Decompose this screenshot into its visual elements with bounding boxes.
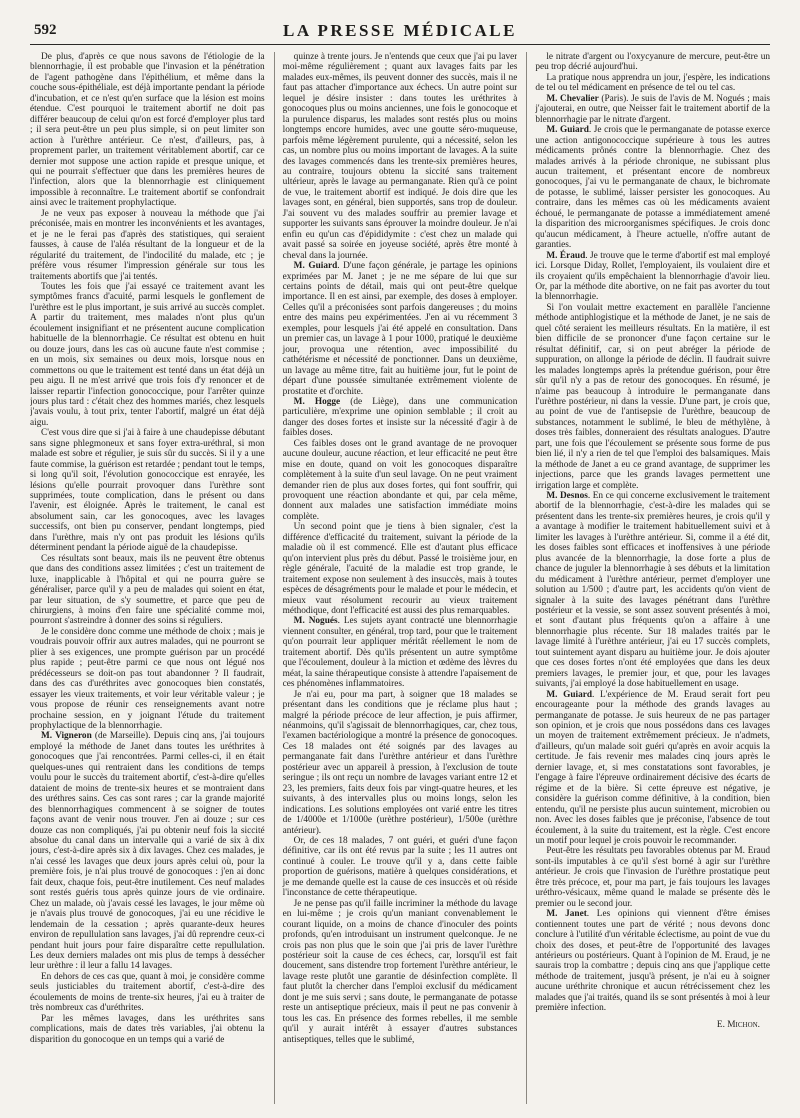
- page-header: [30, 20, 770, 45]
- paragraph-text: De plus, d'après ce que nous savons de l'étiologie de la blennorrhagie, il est probable que l'invasion et la pénétration de l'agent pathogène dans l'épithélium, et même dans la couche sous-épithéliale, est déjà importante pendant la période d'incubation, et ce n'est qu'en surface que la lésion est moins étendue. C'est pourquoi le traitement abortif ne doit pas différer beaucoup de celui qu'on est forcé d'employer plus tard ; il sera peut-être un peu plus simple, si on peut limiter son action à l'urèthre antérieur. Ce n'est, d'ailleurs, pas, à proprement parler, un traitement véritablement abortif, car ce dernier mot suppose une action rapide et presque unique, et qui ne pourrait s'effectuer que dans les premières heures de l'infection, alors que la blennorrhagie est cliniquement impossible à reconnaître. Le traitement abortif se confondrait ainsi avec le traitement prophylactique.: [30, 52, 265, 209]
- text-columns: [30, 52, 770, 1104]
- paragraph-text: Si l'on voulait mettre exactement en parallèle l'ancienne méthode antiphlogistique et la méthode de Janet, je ne sais de quel côté seraient les meilleurs résultats. En la matière, il est bien difficile de se prononcer d'une façon certaine sur le résultat définitif, car, si on peut abréger la période de suppuration, on allonge la période de déclin. Il faudrait suivre les malades longtemps après la prétendue guérison, pour être sûr qu'il n'y a pas de retour des gonocoques. En résumé, je n'aime pas beaucoup à introduire le permanganate dans l'urèthre postérieur, ni dans la vessie. D'une part, je crois que, au point de vue de l'antisepsie de l'urèthre, beaucoup de substances, notamment le sublimé, le bleu de méthylène, à doses très faibles, donneraient des résultats analogues. D'autre part, une fois que l'écoulement se présente sous forme de pus bien lié, il n'y a rien de tel que l'emploi des balsamiques. Mais la méthode de Janet a eu ce grand avantage, de supprimer les injections, parce que les grands lavages permettent une irrigation large et complète.: [535, 302, 771, 491]
- paragraph-text: . Les opinions qui viennent d'être émises contiennent toutes une part de vérité ; nous devons donc conclure à l'utilité d'un véritable éclectisme, au point de vue du choix des doses, et peut-être de l'opportunité des lavages antérieurs ou postérieurs. Quant à l'opinion de M. Eraud, je ne saurais trop la combattre ; depuis cinq ans que j'applique cette méthode de traitement, jusqu'à présent, je n'ai eu à soigner aucune uréthrite chronique et aucun rétrécissement chez les malades que j'ai traités, quand ils se sont présentés à moi à leur première infection.: [535, 909, 771, 1014]
- paragraph: [30, 1014, 265, 1045]
- paragraph-text: . Je trouve que le terme d'abortif est mal employé ici. Lorsque Diday, Rollet, l'employaient, ils voulaient dire et ils croyaient qu'ils empêchaient la blennorrhagie d'avoir lieu. Or, par la méthode dite abortive, on ne fait pas avorter du tout la blennorrhagie.: [535, 250, 771, 303]
- paragraph: [535, 491, 770, 690]
- speaker-name: M. Desnos: [546, 491, 588, 502]
- speaker-name: M. Janet: [546, 909, 587, 920]
- speaker-name: M. Chevalier: [546, 93, 599, 104]
- paragraph: [30, 972, 265, 1014]
- speaker-name: M. Guiard: [546, 689, 593, 700]
- paragraph-text: (de Liège), dans une communication particulière, m'exprime une opinion semblable ; il croit au danger des doses fortes et insiste sur la nécessité d'agir à de faibles doses.: [282, 396, 518, 439]
- paragraph-text: Je le considère donc comme une méthode de choix ; mais je voudrais pouvoir offrir aux autres malades, qui ne pourront se plier à ses exigences, une prompte guérison par un procédé plus rapide ; peut-être parmi ce que nous ont légué nos prédécesseurs se doit-on pas tout abandonner ? Il faudrait, dans des cas d'uréthrites avec gonocoques bien constatés, essayer les vieux traitements, et voir leur véritable valeur ; je vous propose de réunir ces renseignements avant notre prochaine session, en y joignant l'étude du traitement prophylactique de la blennorrhagie.: [30, 626, 265, 731]
- paragraph: [283, 52, 518, 261]
- paragraph-text: Par les mêmes lavages, dans les uréthrites sans complications, mais de dates très variables, j'ai obtenu la disparition du gonocoque en un temps qui a varié de: [30, 1013, 265, 1045]
- paragraph: [30, 209, 265, 282]
- paragraph: [535, 251, 770, 303]
- paragraph-text: quinze à trente jours. Je n'entends que ceux que j'ai pu laver moi-même régulièrement ; quant aux lavages faits par les malades eux-mêmes, ils peuvent donner des succès, mais il ne faut pas attacher d'importance aux échecs. Un autre point sur lequel je désire insister : dans toutes les uréthrites à gonocoques plus ou moins anciennes, une fois le gonocoque et la purulence disparus, les malades sont restés plus ou moins longtemps encore humides, avec une goutte séro-muqueuse, parfois même légèrement purulente, qui a nécessité, selon les cas, un nombre plus ou moins important de lavages. A la suite des lavages commencés dans les trente-six premières heures, au contraire, toujours obtenu la siccité sans traitement ultérieur, après le lavage au permanganate. Rien qu'à ce point de vue, le traitement abortif est indiqué. Je dois dire que les lavages sont, en général, bien supportés, sans trop de douleur. J'ai souvent vu des malades souffrir au premier lavage et supporter les suivants sans éprouver la moindre douleur. Je n'ai enfin eu qu'un cas d'épididymite : c'est chez un malade qui avait passé sa soirée en joyeuse société, après être monté à cheval dans la journée.: [282, 52, 518, 261]
- paragraph: [30, 52, 265, 209]
- paragraph: [30, 428, 265, 553]
- paragraph-text: Ces faibles doses ont le grand avantage de ne provoquer aucune douleur, aucune réaction, et leur efficacité ne peut être mise en doute, quand on voit les gonocoques disparaître complètement à la suite d'un seul lavage. On ne peut vraiment demander rien de plus aux doses fortes, qui font souffrir, qui provoquent une réaction abondante et qui, par cela même, donnent aux malades une satisfaction immédiate moins complète.: [282, 438, 518, 522]
- paragraph: [283, 261, 518, 397]
- paragraph: [535, 125, 770, 250]
- paragraph: [283, 690, 518, 836]
- paragraph-text: C'est vous dire que si j'ai à faire à une chaudepisse débutant sans signe phlegmoneux et sans foyer extra-uréthral, si mon malade est sobre et régulier, je suis sûr du succès. Si il y a une faute commise, la guérison est retardée ; pendant tout le temps, si long qu'il soit, l'évolution gonococcique est enrayée, les lésions qu'elle pourrait provoquer dans l'urèthre sont supprimées, toute complication, dans le présent ou dans l'avenir, est éloignée. Après le traitement, le canal est absolument sain, car les gonocoques, avec les lavages successifs, ont bien pu conserver, pendant longtemps, pied dans l'urèthre, mais n'y ont pas produit les lésions qu'ils déterminent pendant la période aiguë de la chaudepisse.: [30, 428, 265, 554]
- paragraph-text: Je n'ai eu, pour ma part, à soigner que 18 malades se présentant dans les conditions que je réclame plus haut ; malgré la période précoce de leur affection, je puis affirmer, néanmoins, qu'il s'agissait de blennorrhagiques, car, chez tous, l'examen bactériologique a montré la présence de gonocoques. Ces 18 malades ont été soignés par des lavages au permanganate fait dans l'urèthre antérieur et dans l'urèthre postérieur avec un appareil à pression, à l'exclusion de toute seringue ; ils ont reçu un nombre de lavages variant entre 12 et 23, les premiers, faits deux fois par vingt-quatre heures, et les suivants, à des intervalles plus ou moins longs, selon les indications. Les solutions employées ont varié entre les titres de 1/4000e et 1/1000e (urèthre postérieur), 1/500e (urèthre antérieur).: [282, 689, 518, 836]
- paragraph-text: Je ne veux pas exposer à nouveau la méthode que j'ai préconisée, mais en montrer les inconvénients et les avantages, et je ne le ferai pas d'après des statistiques, qui seraient fausses, à cause de l'aléa résultant de la longueur et de la régularité du traitement, de l'indocilité du malade, etc ; je préfère vous résumer l'impression générale sur tous les traitements abortifs que j'ai tentés.: [30, 208, 265, 282]
- journal-title: LA PRESSE MÉDICALE: [283, 21, 517, 40]
- paragraph-text: . Les sujets ayant contracté une blennorrhagie viennent consulter, en général, trop tard, pour que le traitement qu'on pourrait leur appliquer méritât réellement le nom de traitement abortif. Dès qu'ils présentent un autre symptôme que l'écoulement, douleur à la miction et œdème des lèvres du méat, la saine thérapeutique consiste à attendre l'apaisement de ces phénomènes inflammatoires.: [282, 616, 518, 690]
- paragraph: [283, 397, 518, 439]
- paragraph: [283, 836, 518, 899]
- paragraph-text: . D'une façon générale, je partage les opinions exprimées par M. Janet ; je ne me sépare de lui que sur certains points de détail, mais qui ont peut-être quelque importance. Il en est ainsi, par exemple, des doses à employer. Celles qu'il a préconisées sont parfois dangereuses ; du moins entre des mains peu expérimentées. J'en ai vu récemment 3 exemples, pour lesquels j'ai été appelé en consultation. Dans un premier cas, un lavage à 1 pour 1000, pratiqué le deuxième jour, provoqua une rétention, avec impossibilité du cathétérisme et nécessité de ponctionner. Dans un deuxième, un lavage au même titre, fait au huitième jour, fut le point de départ d'une poussée simultanée extrêmement violente de prostatite et d'orchite.: [282, 261, 518, 397]
- paragraph: [283, 522, 518, 616]
- paragraph: [30, 731, 265, 971]
- paragraph: [535, 73, 770, 94]
- column-left: [30, 52, 265, 1104]
- column-middle: [274, 52, 518, 1104]
- author-signature: E. Michon.: [716, 1019, 761, 1030]
- paragraph: [535, 52, 770, 73]
- page-number: 592: [34, 22, 57, 38]
- speaker-name: M. Guiard: [546, 125, 589, 136]
- paragraph-text: Or, de ces 18 malades, 7 ont guéri, et guéri d'une façon définitive, car ils ont été revus par la suite ; les 11 autres ont continué à couler. Le trouve qu'il y a, dans cette faible proportion de guérisons, matière à quelques considérations, et je me demande quelle est la cause de ces insuccès et où réside l'inconstance de cette thérapeutique.: [282, 835, 518, 899]
- paragraph-text: . L'expérience de M. Eraud serait fort peu encourageante pour la méthode des grands lavages au permanganate de potasse. Je suis heureux de ne pas partager son opinion, et je crois que nous possédons dans ces lavages un moyen de traitement extrêmement précieux. Je n'admets, d'ailleurs, qu'un malade soit guéri qu'après en avoir acquis la certitude. Je fais revenir mes malades cinq jours après le dernier lavage, et, si mes constatations sont favorables, je l'engage à faire l'épreuve ordinairement décisive des écarts de régime et de la bière. Si cette épreuve est négative, je considère la guérison comme définitive, à la condition, bien entendu, qu'il ne persiste plus aucun suintement, microbien ou non. Avec les doses faibles que je préconise, l'absence de tout écoulement, à la suite du traitement, est la règle. C'est encore un motif pour lequel je crois pouvoir le recommander.: [535, 689, 771, 846]
- paragraph-text: . En ce qui concerne exclusivement le traitement abortif de la blennorrhagie, c'est-à-dire les malades qui se présentent dans les trente-six premières heures, je crois qu'il y a avantage à modifier le traitement habituellement suivi et à limiter les lavages à l'urèthre antérieur. Si, comme il a été dit, les doses faibles sont efficaces et inoffensives à une période plus avancée de la blennorrhagie, la dose forte a plus de chance de juguler la blennorrhagie à ses débuts et la limitation du médicament à l'urèthre antérieur, permet d'employer une solution au 1/500 ; d'autre part, les accidents qu'on vient de signaler à la suite des lavages pénétrant dans l'urèthre postérieur et la vessie, se sont assez souvent présentés à moi, et sont d'autant plus fréquents qu'on a affaire à une blennorrhagie plus récente. Sur 18 malades traités par le lavage limité à l'urèthre antérieur, j'ai eu 17 succès complets, tout suintement ayant disparu au huitième jour. Je dois ajouter que ces doses fortes n'ont été employées que dans les deux premiers lavages, le premier jour, et que, pour les lavages suivants, j'ai employé la dose habituellement en usage.: [535, 491, 771, 690]
- speaker-name: M. Nogués: [293, 616, 338, 627]
- paragraph-text: La pratique nous apprendra un jour, j'espère, les indications de tel ou tel médicament en présence de tel ou tel cas.: [535, 72, 771, 94]
- column-right: [526, 52, 770, 1104]
- paragraph: [283, 616, 518, 689]
- paragraph: [535, 846, 770, 909]
- speaker-name: M. Hogge: [293, 396, 341, 407]
- paragraph-text: . Je crois que le permanganate de potasse exerce une action antigonococcique supérieure à tous les autres médicaments prônés contre la blennorrhagie. Chez des malades arrivés à la période chronique, ne subissant plus aucun traitement, et présentant encore de nombreux gonocoques, j'ai vu le permanganate de chaux, le bichromate de potasse, le sublimé, laisser persister les gonocoques. Au contraire, dans les mêmes cas où les médicaments avaient échoué, le permanganate de potasse a immédiatement amené la disparition des microorganismes spécifiques. Je crois donc qu'aucun médicament, à l'heure actuelle, n'offre autant de garanties.: [535, 125, 771, 251]
- paragraph-text: En dehors de ces cas que, quant à moi, je considère comme seuls justiciables du traitement abortif, c'est-à-dire des écoulements de moins de trente-six heures, j'ai eu à traiter de très nombreux cas d'uréthrites.: [30, 971, 265, 1014]
- paragraph: [283, 899, 518, 1045]
- speaker-name: M. Éraud: [546, 250, 586, 261]
- paragraph-text: Ces résultats sont beaux, mais ils ne peuvent être obtenus que dans des conditions assez limitées ; c'est un traitement de luxe, inapplicable à l'hôpital et qui ne pourra guère se généraliser, parce qu'il y a peu de malades qui soient en état, par leur situation, de s'y soumettre, et parce que peu de chirurgiens, à moins d'en faire une spécialité comme moi, pourront s'astreindre à donner des soins si réguliers.: [30, 553, 265, 627]
- speaker-name: M. Vigneron: [41, 731, 92, 742]
- paragraph-text: Toutes les fois que j'ai essayé ce traitement avant les symptômes francs d'acuité, parmi lesquels le gonflement de l'urèthre est le plus important, je suis arrivé au succès complet. A partir du traitement, mes malades n'ont plus qu'un écoulement insignifiant et ne présentent aucune complication habituelle de la blennorrhagie. Ce résultat est obtenu en huit ou douze jours, dans les cas où aucune faute n'est commise ; en un mois, six semaines ou deux mois, lorsque nous en commettons ou que le traitement est tenté dans un état déjà un peu aigu. Il ne m'est arrivé que trois fois d'y renoncer et de laisser repartir l'infection gonococcique, pour l'arrêter quinze jours plus tard : c'était chez des hommes mariés, chez lesquels j'avais voulu, à tout prix, tenter l'abortif, malgré un état déjà aigu.: [30, 281, 265, 428]
- paragraph: [535, 909, 770, 1014]
- paragraph: [535, 690, 770, 847]
- paragraph: [30, 627, 265, 732]
- paragraph-text: Je ne pense pas qu'il faille incriminer la méthode du lavage en lui-même ; je crois qu'un maniant convenablement le courant liquide, on a moins de chance d'inoculer des points profonds, qu'en introduisant un instrument quelconque. Je ne crois pas non plus que le soin que j'ai pris de laver l'urèthre postérieur soit la cause de ces échecs, car, lorsqu'il est fait doucement, sans distendre trop fortement l'urèthre antérieur, le lavage reste plutôt une garantie de désinfection complète. Il faut plutôt la chercher dans l'emploi exclusif du médicament dont je me suis servi ; sans doute, le permanganate de potasse reste un antiseptique précieux, mais il peut ne pas convenir à tous les cas. En présence des formes rebelles, il me semble qu'il y aurait intérêt à essayer d'autres substances antiseptiques, telles que le sublimé,: [282, 898, 518, 1045]
- paragraph: [535, 94, 770, 125]
- paragraph-text: (Paris). Je suis de l'avis de M. Nogués ; mais j'ajouterai, en outre, que Neisser fait le traitement abortif de la blennorrhagie par le nitrate d'argent.: [535, 93, 771, 125]
- paragraph: [30, 282, 265, 428]
- paragraph-text: Peut-être les résultats peu favorables obtenus par M. Eraud sont-ils imputables à ce qu'il s'est borné à agir sur l'urèthre antérieur. Je crois que l'invasion de l'urèthre prostatique peut être très précoce, et, pour ma part, je fais toujours les lavages uréthro-vésicaux, même quand le malade se présente dès le premier ou le second jour.: [535, 846, 771, 909]
- paragraph: [535, 303, 770, 491]
- paragraph-text: (de Marseille). Depuis cinq ans, j'ai toujours employé la méthode de Janet dans toutes les uréthrites à gonocoques que j'ai rencontrées. Parmi celles-ci, il en était quelques-unes qui rentraient dans les conditions de temps voulu pour le succès du traitement abortif, c'est-à-dire qu'elles dataient de moins de trente-six heures et se montraient dans des uréthres sains. Ces cas sont rares ; car la grande majorité des blennorrhagiques commencent à se soigner de toutes façons avant de venir nous trouver. J'en ai douze ; sur ces douze cas non compliqués, j'ai pu obtenir neuf fois la siccité absolue du canal dans un intervalle qui a varié de six à dix jours, c'est-à-dire après six à dix lavages. Chez ces malades, je n'ai cessé les lavages que deux jours après celui où, pour la première fois, je n'ai plus trouvé de gonocoques : j'en ai donc fait deux, chaque fois, peut-être inutilement. Ces neuf malades sont restés guéris tous après quinze jours de vie ordinaire. Chez un malade, où j'avais cessé les lavages, le jour même où je n'avais plus trouvé de gonocoques, j'ai eu une récidive le lendemain de la cessation ; après quarante-deux heures environ de repullulation sans lavages, j'ai dû reprendre ceux-ci pendant huit jours pour faire disparaître cette repullulation. Les deux derniers malades ont mis plus de temps à dessécher leur urèthre : il leur a fallu 14 lavages.: [30, 731, 265, 972]
- paragraph-text: Un second point que je tiens à bien signaler, c'est la différence d'efficacité du traitement, suivant la période de la maladie où il est commencé. Elle est d'autant plus efficace qu'on intervient plus près du début. Passé le troisième jour, en règle générale, l'acuité de la maladie est trop grande, le traitement expose non seulement à des insuccès, mais à toutes espèces de désagréments pour le malade et pour le médecin, et mieux vaut résolument recourir au vieux traitement méthodique, dont l'efficacité est aussi des plus remarquables.: [282, 522, 518, 617]
- speaker-name: M. Guiard: [293, 261, 338, 272]
- paragraph: [30, 554, 265, 627]
- paragraph-text: le nitrate d'argent ou l'oxycyanure de mercure, peut-être un peu trop décrié aujourd'hui.: [535, 52, 771, 73]
- paragraph: [283, 439, 518, 523]
